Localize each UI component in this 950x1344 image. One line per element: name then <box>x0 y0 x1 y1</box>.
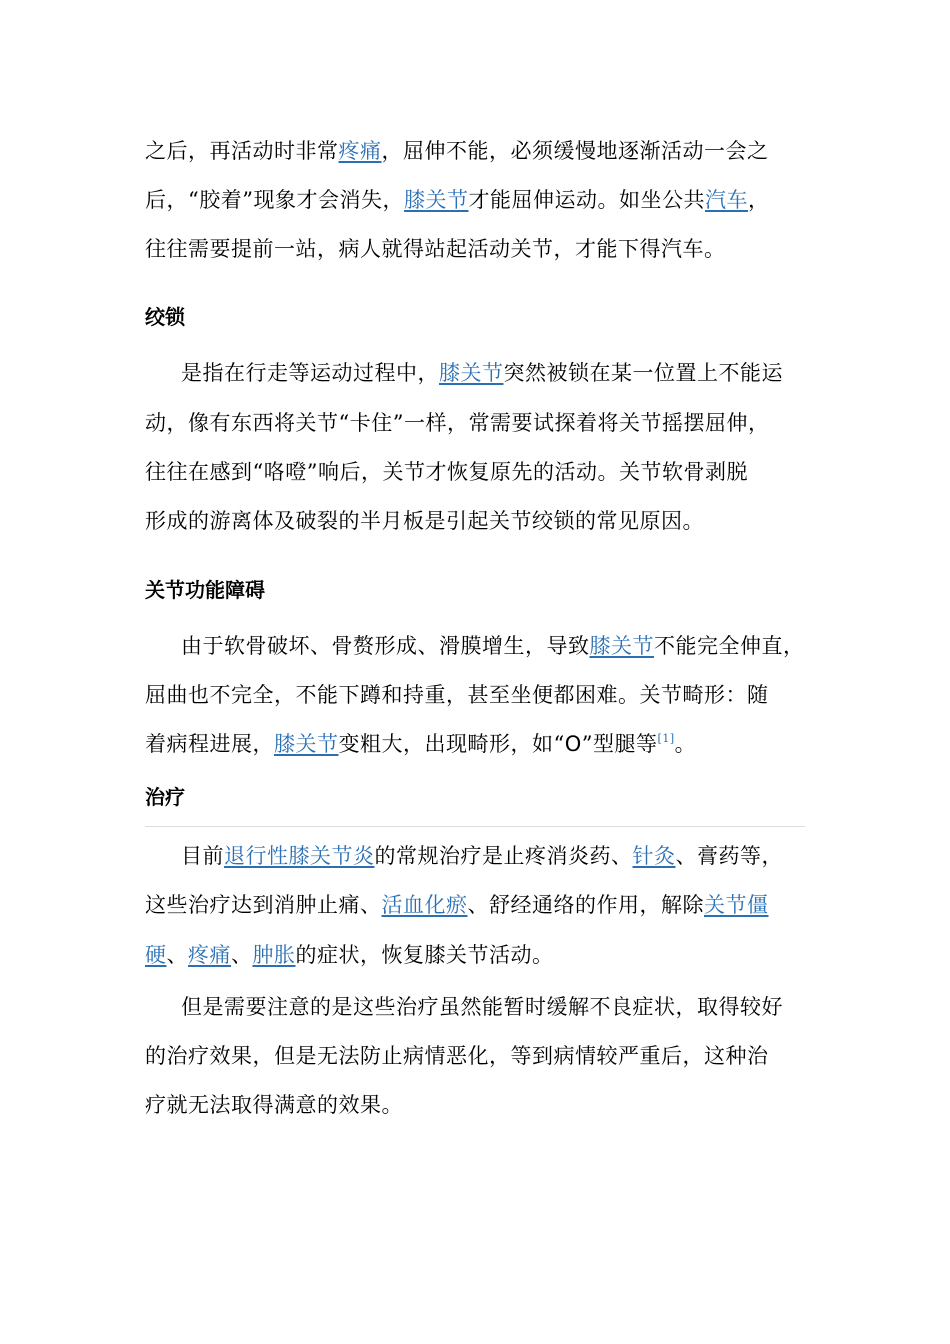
text-run: 。 <box>674 732 697 756</box>
link-knee-joint[interactable]: 膝关节 <box>274 732 339 756</box>
link-swelling[interactable]: 肿胀 <box>252 943 296 967</box>
paragraph-line <box>181 358 783 388</box>
text-run: 但是需要注意的是这些治疗虽然能暂时缓解不良症状，取得较好 <box>181 995 783 1019</box>
text-run: 着病程进展， <box>145 732 274 756</box>
paragraph-line <box>145 729 696 759</box>
text-run: 、 <box>166 943 188 967</box>
text-run: 才能屈伸运动。如坐公共 <box>468 188 705 212</box>
link-pain[interactable]: 疼痛 <box>338 139 382 163</box>
link-knee-joint[interactable]: 膝关节 <box>589 634 654 658</box>
paragraph-line <box>145 136 769 166</box>
text-run: 、舒经通络的作用，解除 <box>467 893 704 917</box>
text-run: 疗就无法取得满意的效果。 <box>145 1093 403 1117</box>
link-joint-stiffness-cont[interactable]: 硬 <box>145 943 167 967</box>
text-run: 屈曲也不完全，不能下蹲和持重，甚至坐便都困难。关节畸形：随 <box>145 683 769 707</box>
text-run: 变粗大，出现畸形，如“ <box>338 732 565 756</box>
text-run: 往往在感到“咯噔”响后，关节才恢复原先的活动。关节软骨剥脱 <box>145 460 748 484</box>
link-acupuncture[interactable]: 针灸 <box>632 844 676 868</box>
paragraph-line <box>145 1041 769 1071</box>
text-run: 后，“胶着”现象才会消失， <box>145 188 404 212</box>
paragraph-line <box>145 680 769 710</box>
text-run: ”型腿等 <box>581 732 658 756</box>
paragraph-line <box>145 890 769 920</box>
section-heading-locking: 绞锁 <box>145 305 185 329</box>
link-knee-joint[interactable]: 膝关节 <box>403 188 469 212</box>
text-run: 目前 <box>181 844 224 868</box>
paragraph-line <box>145 457 748 487</box>
text-run: O <box>564 732 582 756</box>
text-run: 形成的游离体及破裂的半月板是引起关节绞锁的常见原因。 <box>145 509 704 533</box>
text-run: 动，像有东西将关节“卡住”一样，常需要试探着将关节摇摆屈伸， <box>145 411 770 435</box>
paragraph-line <box>145 234 726 264</box>
section-heading-treatment: 治疗 <box>145 785 185 809</box>
text-run: ， <box>747 188 770 212</box>
text-run: 的治疗效果，但是无法防止病情恶化，等到病情较严重后，这种治 <box>145 1044 769 1068</box>
paragraph-line <box>145 408 769 438</box>
text-run: 不能完全伸直， <box>654 634 805 658</box>
paragraph-line <box>181 631 805 661</box>
text-run: 由于软骨破坏、骨赘形成、滑膜增生，导致 <box>181 634 590 658</box>
link-knee-joint[interactable]: 膝关节 <box>439 361 504 385</box>
paragraph-line <box>181 992 783 1022</box>
paragraph-line <box>181 841 783 871</box>
text-run: ，屈伸不能，必须缓慢地逐渐活动一会之 <box>381 139 769 163</box>
text-run: 的常规治疗是止疼消炎药、 <box>374 844 633 868</box>
link-degenerative-knee-arthritis[interactable]: 退行性膝关节炎 <box>224 844 375 868</box>
text-run: 的症状，恢复膝关节活动。 <box>295 943 554 967</box>
paragraph-line <box>145 1090 403 1120</box>
text-run: 往往需要提前一站，病人就得站起活动关节，才能下得汽车。 <box>145 237 726 261</box>
section-heading-dysfunction: 关节功能障碍 <box>145 578 265 602</box>
text-run: 之后，再活动时非常 <box>145 139 339 163</box>
text-run: 是指在行走等运动过程中， <box>181 361 439 385</box>
text-run: 、 <box>231 943 253 967</box>
text-run: 、膏药等， <box>675 844 783 868</box>
text-run: 突然被锁在某一位置上不能运 <box>503 361 783 385</box>
paragraph-line <box>145 506 704 536</box>
citation-link[interactable]: [1] <box>657 732 675 745</box>
link-pain[interactable]: 疼痛 <box>188 943 231 967</box>
text-run: 这些治疗达到消肿止痛、 <box>145 893 382 917</box>
divider <box>145 826 805 827</box>
link-blood-circulation[interactable]: 活血化瘀 <box>381 893 468 917</box>
paragraph-line <box>145 940 554 970</box>
paragraph-line <box>145 185 769 215</box>
link-car[interactable]: 汽车 <box>704 188 748 212</box>
link-joint-stiffness[interactable]: 关节僵 <box>704 893 769 917</box>
